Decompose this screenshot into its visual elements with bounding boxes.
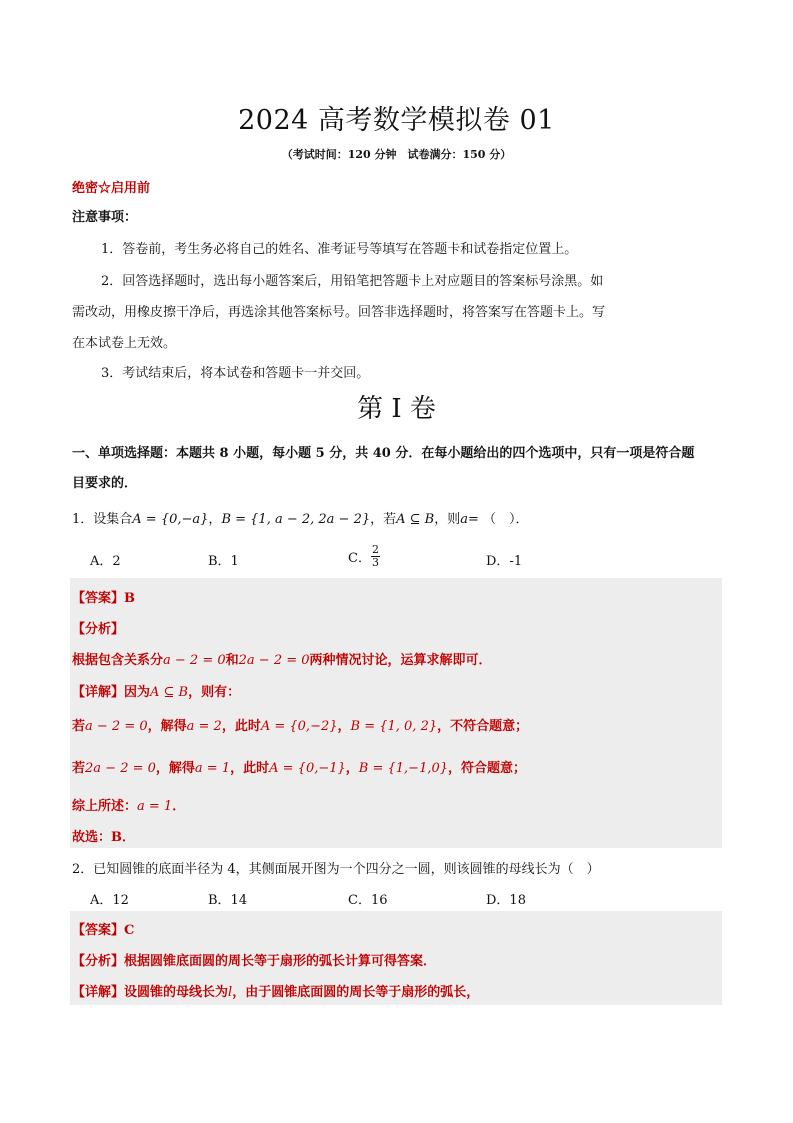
q1-summary: 综上所述：a = 1．	[72, 799, 186, 814]
q1-option-d: D．-1	[486, 554, 523, 569]
set-a-expr: A = {0,−a}	[132, 512, 209, 527]
section-heading-line-1: 一、单项选择题：本题共 8 小题，每小题 5 分，共 40 分．在每小题给出的四个选项中，只有一项是符合题	[72, 446, 695, 461]
notice-item-2-line-1: 2．回答选择题时，选出每小题答案后，用铅笔把答题卡上对应题目的答案标号涂黑。如	[101, 274, 604, 289]
notice-item-1: 1．答卷前，考生务必将自己的姓名、准考证号等填写在答题卡和试卷指定位置上。	[101, 242, 578, 257]
secret-label: 绝密☆启用前	[72, 181, 151, 196]
question-1-stem: 1．设集合A = {0,−a}，B = {1, a − 2, 2a − 2}，若A ⊆ B，则a= （ ）．	[72, 512, 529, 527]
q1-option-b: B．1	[208, 554, 239, 569]
q2-option-d: D．18	[486, 893, 526, 908]
exam-info: （考试时间：120 分钟 试卷满分：150 分）	[281, 148, 512, 161]
notice-item-2-line-2: 需改动，用橡皮擦干净后，再选涂其他答案标号。回答非选择题时，将答案写在答题卡上。写	[72, 305, 606, 320]
notice-item-2-line-3: 在本试卷上无效。	[72, 336, 177, 351]
set-b-expr: B = {1, a − 2, 2a − 2}	[221, 512, 371, 527]
page-title: 2024 高考数学模拟卷 01	[238, 105, 555, 136]
q2-option-a: A．12	[90, 893, 129, 908]
q1-detail: 【详解】因为A ⊆ B，则有：	[72, 685, 241, 700]
q1-choice: 故选：B．	[72, 830, 135, 845]
q1-answer: 【答案】B	[72, 591, 135, 606]
section-heading-line-2: 目要求的．	[72, 476, 138, 491]
notice-item-3: 3．考试结束后，将本试卷和答题卡一并交回。	[101, 366, 370, 381]
subset-expr: A ⊆ B	[396, 512, 435, 527]
q1-option-a: A．2	[90, 554, 121, 569]
q1-case-2: 若2a − 2 = 0，解得a = 1，此时A = {0,−1}，B = {1,−1,0}，符合题意；	[72, 761, 527, 776]
fraction: $\frac{2}{3}$	[371, 543, 379, 569]
q1-analysis-heading: 【分析】	[72, 622, 125, 637]
q2-answer: 【答案】C	[72, 923, 135, 938]
q2-option-b: B．14	[208, 893, 248, 908]
q2-option-c: C．16	[348, 893, 388, 908]
question-2-stem: 2．已知圆锥的底面半径为 4，其侧面展开图为一个四分之一圆，则该圆锥的母线长为（ ）	[72, 862, 600, 877]
q1-option-c: C． $\frac{2}{3}$	[348, 543, 379, 569]
part-title: 第 I 卷	[357, 394, 436, 424]
q1-case-1: 若a − 2 = 0，解得a = 2，此时A = {0,−2}，B = {1, 0, 2}，不符合题意；	[72, 719, 529, 734]
q2-analysis: 【分析】根据圆锥底面圆的周长等于扇形的弧长计算可得答案．	[72, 954, 437, 969]
q2-detail: 【详解】设圆锥的母线长为l，由于圆锥底面圆的周长等于扇形的弧长，	[72, 985, 480, 1000]
q1-analysis: 根据包含关系分a − 2 = 0和2a − 2 = 0两种情况讨论，运算求解即可．	[72, 653, 492, 668]
notice-heading: 注意事项：	[72, 210, 138, 225]
